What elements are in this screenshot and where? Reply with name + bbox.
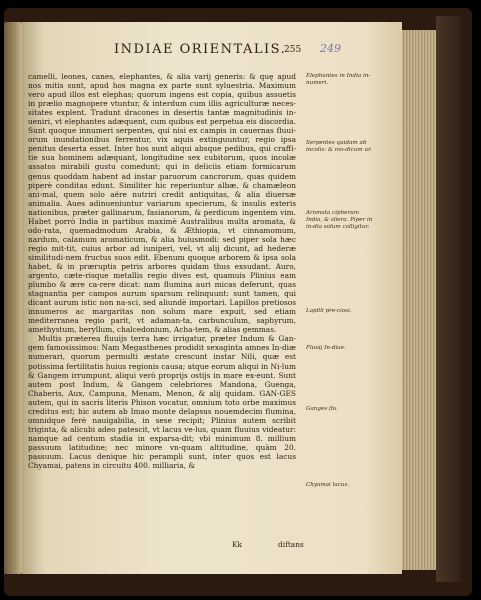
margin-note-aromata: Aromata cipherum India, & sliera. Piper in in-dia solum colligitur. [306,210,373,230]
left-page-edge [4,22,22,574]
manuscript-page-number: 249 [320,42,341,55]
margin-note-serpentes: Serpentes quidam ab incolis: & mo-dicum ur. [306,140,372,153]
catchword: diftans [278,540,304,549]
paragraph-rivers: Multis præterea fluuijs terra hæc irrigatur, præter Indum & Gan-gem famosissimos: Nam Megasthenes prodidit sexaginta amnes In-diæ numerari, quorum permulti æstate crescunt instar Nili, quæ est potissima fertilitatis huius regionis causa; atque eorum aliqui in Ni-lum & Gangem irrumpunt, aliqui verò proprijs ostijs in mare ex-eunt. Sunt autem post Indum, & Gangem celebriores Mandona, Guenga, Chaberis, Aux, Campuna, Menam, Menon, & alij quidam. GAN-GES autem, qui in sacris literis Phison vocatur, omnium toto orbe maximus creditus est; hic autem ab Imao monte delapsus nouemdecim flumina, omnidque ferè nauigabilia, in sese recipit; Plinius autem scribit triginta, & alicubi adeo patescit, vt lacus ve-lus, quam fluuius videatur: namque ad centum stadia in exparsa-dit; vbi minimum 8. millium passuum latitudine; nec minore vn-quam altitudine, quàm 20. passuum. Lacus denique hic perampli sunt, inter quos est lacus Chyamai, patens in circuitu 400. milliaria, & [28,334,296,471]
page [22,22,402,574]
book-cover [436,16,466,582]
margin-note-elephantes: Elephantes in India in-numeri. [306,73,371,86]
paragraph-fauna: camelli, leones, canes, elephantes, & alia varij generis: & quę apud nos mitis sunt, apud hos magna ex parte sunt syluestria. Maximum vero apud illos est elephas; quorum ingens est copia, quibus assuetis in prælio magnopere vtuntur, & interdum cum illis agriculturæ neces-sitates explent. Tradunt dracones in desertis tantæ magnitudinis in-ueniri, vt elephantes adæquent, cum quibus est perpetua eis discordia. Sunt quoque innumeri serpentes, qui nisi ex campis in cauernas fluui-orum inundationibus ferrentur, vix aquis extinguuntur, regio ipsa penitus deserta esset. Inter hos sunt aliqui absque pedibus, qui craffi-tie sua hominem adæquant, longitudine sex cubitorum, quos incolæ assatos mirabili gustu comedunt; qui in deliciis etiam formicarum genus quoddam habent ad instar paruorum cancrorum, quas quidem piperè conditas edunt. Similiter hic reperiuntur albæ, & chamæleon ani-mal, quem solo aëre nutriri credit antiquitas, & alia diuersæ animalia. Aues adinueniuntur variarum specierum, & insulis exteris nationibus, præter gallinarum, fasianorum, & perdicum ingentem vim. Habet porrò India in partibus maximè Australibus multa aromata, & odo-rata, quemadmodum Arabia, & Æthiopia, vt cinnamomum, nardum, calamum aromaticum, & alia huiusmodi: sed piper sola hæc regio mit-tit, cuius arbor ad iuniperi, vel, vt alij dicunt, ad hederæ similitudi-nem fructus suos edit. Ebenum quoque arborem & ipsa sola habet, & in præruptis petris arbores quidam thus exsudant. Auro, argento, cæte-risque metallis regio dives est, quamuis Plinius eam plumbo & ære ca-rere dicat: nam flumina auri micas deferunt, quas stagnantia per campos aurum sparsum relinquunt: sunt tamen, qui dicant aurum istic non na-sci, sed aliundè importari. Lapillos pretiosos innumeros ac margaritas non solum mare expuit, sed etiam mediterranea regio parit, vt adaman-ta, carbunculum, saphyrum, amethystum, beryllum, chalcedonium, Acha-tem, & alias gemmas. [28,72,296,335]
signature-mark: Kk [232,540,242,549]
margin-note-ganges: Ganges flu. [306,406,339,412]
margin-note-fluuii: Fluuij In-diae. [306,345,346,351]
main-text [28,72,296,470]
running-head: INDIAE ORIENTALIS. [114,42,287,57]
margin-note-lapilli: Lapilli pre-ciosi. [306,308,352,314]
page-number: 255 [284,45,302,55]
margin-note-chyamai: Chyamai lacus. [306,482,350,488]
page-header [62,42,402,58]
page-block-edge [402,30,438,570]
